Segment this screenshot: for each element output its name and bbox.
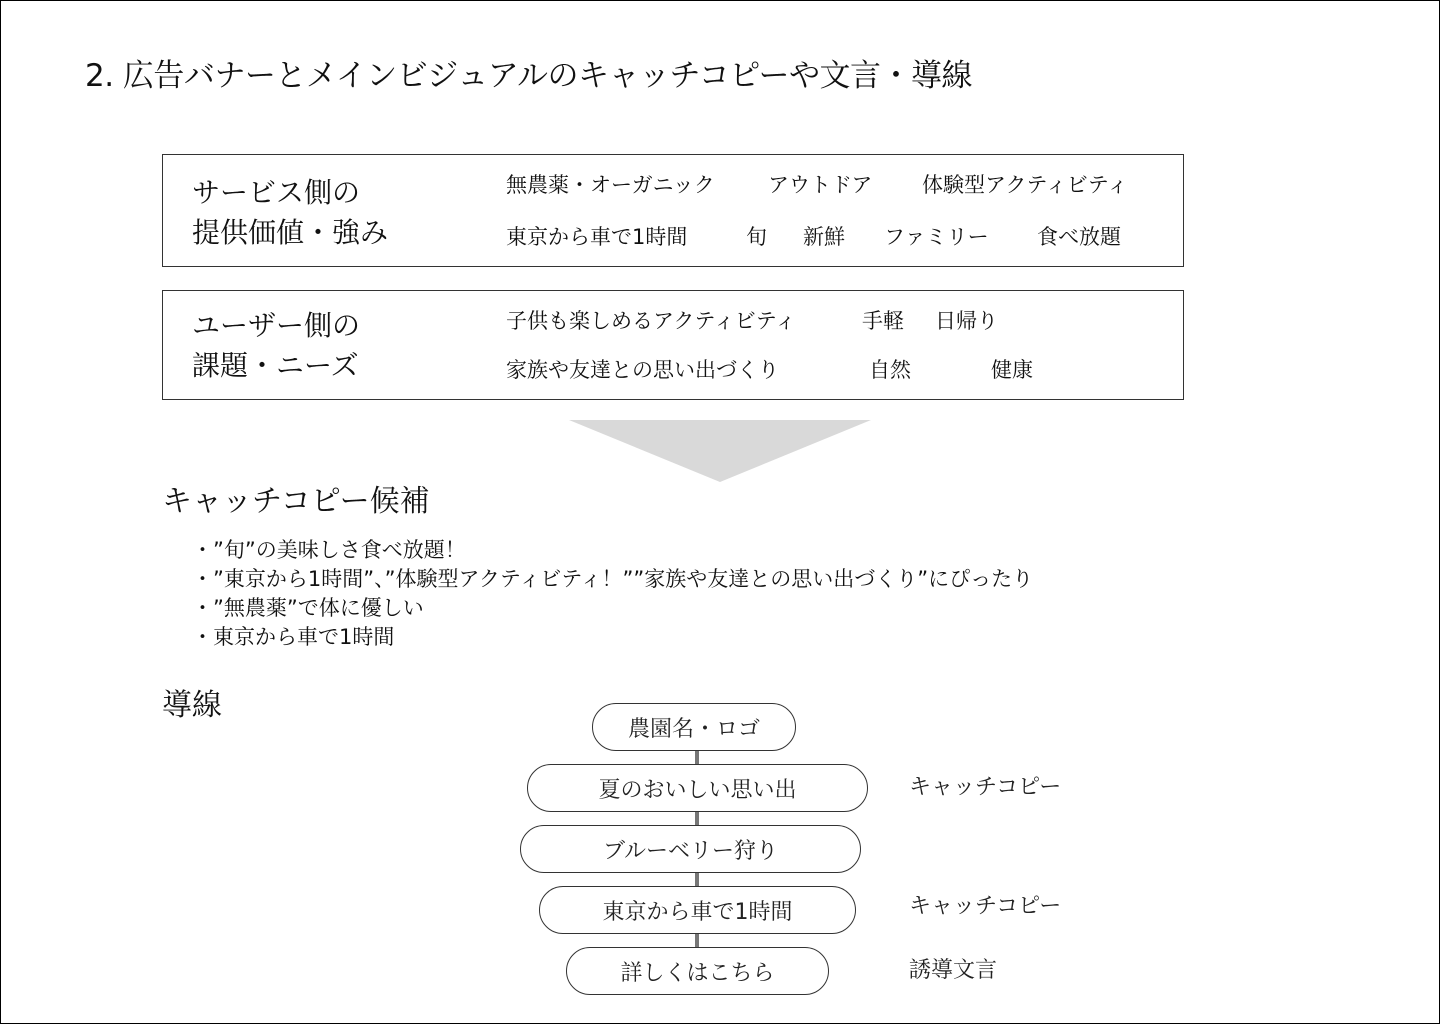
service-keyword: アウトドア [768, 173, 873, 197]
flow-step-logo [592, 703, 796, 751]
flow-step-label: 東京から車で1時間 [602, 899, 793, 925]
flow-heading: 導線 [162, 688, 222, 723]
user-keyword: 子供も楽しめるアクティビティ [506, 309, 797, 333]
flow-side-label: 誘導文言 [909, 958, 998, 983]
user-label-line1: ユーザー側の [192, 309, 361, 342]
catchcopy-list [192, 536, 1033, 652]
flow-step-label: ブルーベリー狩り [602, 838, 779, 864]
down-arrow-icon [569, 420, 871, 482]
service-keyword: ファミリー [884, 225, 989, 249]
user-keyword: 手軽 [862, 309, 904, 333]
service-label-line1: サービス側の [192, 176, 361, 209]
service-keyword: 食べ放題 [1037, 225, 1121, 249]
service-keyword: 東京から車で1時間 [506, 225, 688, 249]
service-value-box [162, 154, 1184, 267]
user-keyword: 自然 [869, 358, 911, 382]
flow-step-details [566, 947, 829, 995]
flow-step-activity [520, 825, 861, 873]
user-box-label [192, 306, 360, 386]
service-box-label [192, 173, 388, 253]
service-keyword: 無農薬・オーガニック [506, 173, 715, 197]
flow-side-label: キャッチコピー [909, 775, 1062, 800]
user-keyword: 日帰り [935, 309, 998, 333]
flow-step-label: 詳しくはこちら [620, 960, 775, 986]
service-keyword: 新鮮 [803, 225, 845, 249]
service-keyword: 体験型アクティビティ [922, 173, 1129, 197]
catchcopy-item: ・ 東京から車で1時間 [192, 623, 1033, 652]
catchcopy-item: ・ ”東京から1時間”、”体験型アクティビティ！””家族や友達との思い出づくり”にぴったり [192, 565, 1033, 594]
catchcopy-heading: キャッチコピー候補 [162, 484, 430, 519]
catchcopy-item: ・ ”無農薬”で体に優しい [192, 594, 1033, 623]
service-keyword: 旬 [746, 225, 767, 249]
flow-step-catchcopy [527, 764, 868, 812]
flow-step-access [539, 886, 856, 934]
catchcopy-item: ・ ”旬”の美味しさ食べ放題！ [192, 536, 1033, 565]
user-label-line2: 課題・ニーズ [192, 349, 359, 382]
user-keyword: 健康 [991, 358, 1033, 382]
user-needs-box [162, 290, 1184, 400]
user-keyword: 家族や友達との思い出づくり [506, 358, 779, 382]
flow-step-label: 農園名・ロゴ [627, 716, 760, 742]
slide-title: 2. 広告バナーとメインビジュアルのキャッチコピーや文言・導線 [85, 58, 972, 94]
flow-side-label: キャッチコピー [909, 894, 1062, 919]
service-label-line2: 提供価値・強み [192, 216, 389, 249]
flow-step-label: 夏のおいしい思い出 [598, 777, 797, 803]
